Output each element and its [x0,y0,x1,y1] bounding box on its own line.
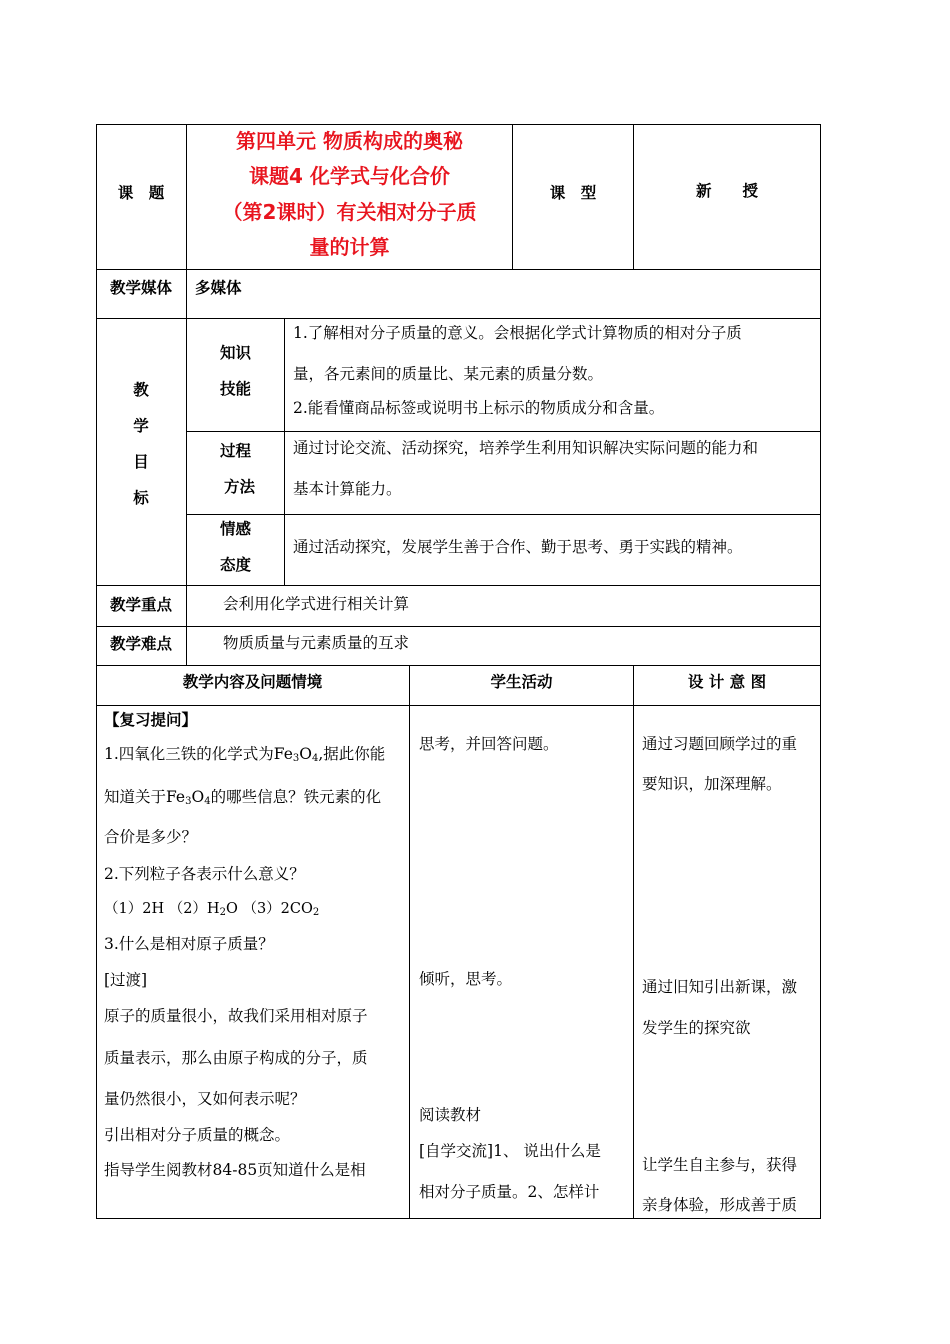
intent-5: 让学生自主参与，获得 [642,1156,798,1174]
question-1-line-3: 合价是多少？ [104,828,198,846]
objectives-char-2: 学 [133,417,149,435]
difficulty-value: 物质质量与元素质量的互求 [223,634,410,652]
process-label-1: 过程 [219,442,251,460]
process-line-1: 通过讨论交流、活动探究，培养学生利用知识解决实际问题的能力和 [293,439,759,457]
knowledge-line-1: 1.了解相对分子质量的意义。会根据化学式计算物质的相对分子质 [293,324,742,342]
question-1-line-2: 知道关于$Fe_3O_4$的哪些信息？铁元素的化 [104,788,382,807]
difficulty-label: 教学难点 [109,635,172,653]
activity-4: [自学交流]1、 说出什么是 [419,1142,601,1160]
transition-label: [过渡] [104,971,148,989]
question-2: 2.下列粒子各表示什么意义？ [104,865,305,883]
knowledge-line-2: 量，各元素间的质量比、某元素的质量分数。 [293,365,604,383]
emotion-label-2: 态度 [219,556,251,574]
intent-4: 发学生的探究欲 [642,1019,751,1037]
emotion-label-1: 情感 [219,520,251,538]
process-line-2: 基本计算能力。 [293,480,402,498]
activity-2: 倾听，思考。 [419,970,513,988]
title-line-3: （第2课时）有关相对分子质 [222,200,477,224]
intent-1: 通过习题回顾学过的重 [642,735,798,753]
column-header-activity: 学生活动 [490,673,553,691]
topic-label: 课 题 [117,184,165,202]
knowledge-label-2: 技能 [219,380,251,398]
title-line-4: 量的计算 [309,235,390,259]
content-para-2: 质量表示，那么由原子构成的分子，质 [104,1049,368,1067]
intent-3: 通过旧知引出新课，激 [642,978,798,996]
content-para-3: 量仍然很小，又如何表示呢？ [104,1090,306,1108]
media-label: 教学媒体 [109,279,172,297]
process-label-2: 方法 [223,478,255,496]
key-point-label: 教学重点 [109,596,172,614]
content-para-4: 引出相对分子质量的概念。 [104,1126,291,1144]
knowledge-label-1: 知识 [219,344,251,362]
activity-5: 相对分子质量。2、怎样计 [419,1183,600,1201]
title-line-2: 课题4 化学式与化合价 [249,164,450,188]
review-heading: 【复习提问】 [104,711,198,729]
type-value: 新 授 [695,182,758,200]
emotion-line-1: 通过活动探究，发展学生善于合作、勤于思考、勇于实践的精神。 [293,538,743,556]
intent-6: 亲身体验，形成善于质 [642,1196,798,1214]
question-1-line-1: 1.四氧化三铁的化学式为$Fe_3O_4$,据此你能 [104,745,386,764]
intent-2: 要知识，加深理解。 [642,775,782,793]
objectives-char-4: 标 [133,489,149,507]
knowledge-line-3: 2.能看懂商品标签或说明书上标示的物质成分和含量。 [293,399,665,417]
objectives-char-3: 目 [133,453,149,471]
title-line-1: 第四单元 物质构成的奥秘 [236,129,463,153]
media-value: 多媒体 [195,279,242,297]
column-header-content: 教学内容及问题情境 [182,673,323,691]
activity-3: 阅读教材 [419,1106,482,1124]
question-3: 3.什么是相对原子质量？ [104,935,274,953]
content-para-5: 指导学生阅教材84-85页知道什么是相 [104,1161,366,1179]
content-para-1: 原子的质量很小，故我们采用相对原子 [104,1007,368,1025]
type-label: 课 型 [549,184,597,202]
column-header-intent: 设 计 意 图 [687,673,767,691]
objectives-char-1: 教 [133,381,149,399]
question-2-items: （1）2H $(2)H_2O$ $(3)2CO_2$ [104,901,320,918]
key-point-value: 会利用化学式进行相关计算 [223,595,410,613]
activity-1: 思考，并回答问题。 [419,735,559,753]
